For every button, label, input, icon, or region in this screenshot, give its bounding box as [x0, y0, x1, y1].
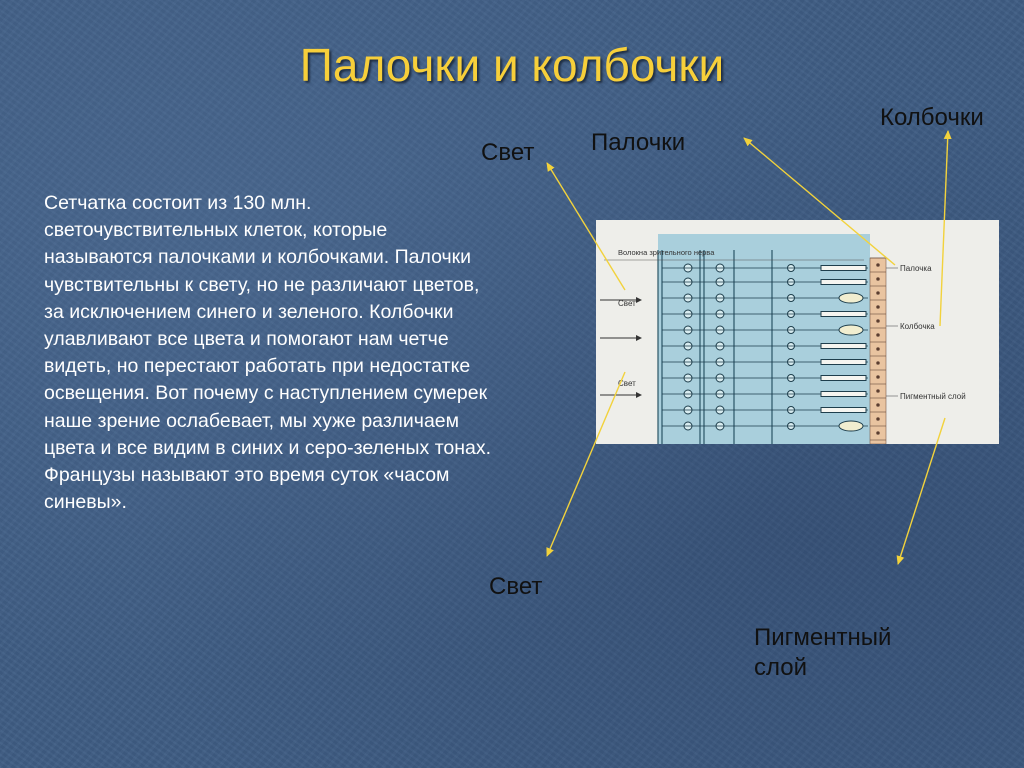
pigment-cell-nucleus — [877, 264, 880, 267]
rod-outer-segment — [821, 312, 866, 317]
cone-outer-segment — [839, 293, 863, 303]
slide-title: Палочки и колбочки — [299, 39, 725, 91]
pigment-cell-nucleus — [877, 334, 880, 337]
label-light-bottom: Свет — [489, 573, 543, 600]
diagram-label-light-2: Свет — [618, 379, 636, 388]
diagram-label-cone: Колбочка — [900, 322, 935, 331]
cone-outer-segment — [839, 421, 863, 431]
body-text: Сетчатка состоит из 130 млн. светочувствительных клеток, которые называются палочками и колбочками. Палочки чувствительны к свету, но не различают цветов, за исключением синего и зеленого. Колбочки улавливают все цвета и помогают нам четче видеть, но перестают работать при недостатке освещения. Вот почему с наступлением сумерек наше зрение ослабевает, мы хуже различаем цвета и все видим в синих и серо-зеленых тонах. Французы называют это время суток «часом синевы». — [44, 192, 492, 514]
retina-diagram — [596, 220, 999, 444]
label-pigment-layer — [754, 623, 891, 683]
rod-outer-segment — [821, 376, 866, 381]
label-pigment-line2: слой — [754, 654, 808, 681]
label-cones: Колбочки — [880, 104, 984, 131]
rod-outer-segment — [821, 344, 866, 349]
pigment-cell-nucleus — [877, 376, 880, 379]
diagram-label-nerve-fibers: Волокна зрительного нерва — [618, 248, 715, 257]
pigment-cell-nucleus — [877, 306, 880, 309]
diagram-label-pigment: Пигментный слой — [900, 392, 966, 401]
pigment-cell-nucleus — [877, 404, 880, 407]
pigment-cell-nucleus — [877, 418, 880, 421]
rod-outer-segment — [821, 392, 866, 397]
pigment-cell-nucleus — [877, 390, 880, 393]
pigment-cell-nucleus — [877, 278, 880, 281]
label-rods: Палочки — [591, 129, 686, 156]
diagram-label-light-1: Свет — [618, 299, 636, 308]
rod-outer-segment — [821, 360, 866, 365]
pigment-cell-nucleus — [877, 362, 880, 365]
pigment-cell-nucleus — [877, 432, 880, 435]
label-pigment-line1: Пигментный — [754, 624, 892, 651]
pigment-cell-nucleus — [877, 320, 880, 323]
cone-outer-segment — [839, 325, 863, 335]
rod-outer-segment — [821, 408, 866, 413]
label-light-top: Свет — [481, 139, 535, 166]
diagram-label-rod: Палочка — [900, 264, 932, 273]
pigment-cell-nucleus — [877, 348, 880, 351]
pigment-cell-nucleus — [877, 292, 880, 295]
rod-outer-segment — [821, 266, 866, 271]
rod-outer-segment — [821, 280, 866, 285]
